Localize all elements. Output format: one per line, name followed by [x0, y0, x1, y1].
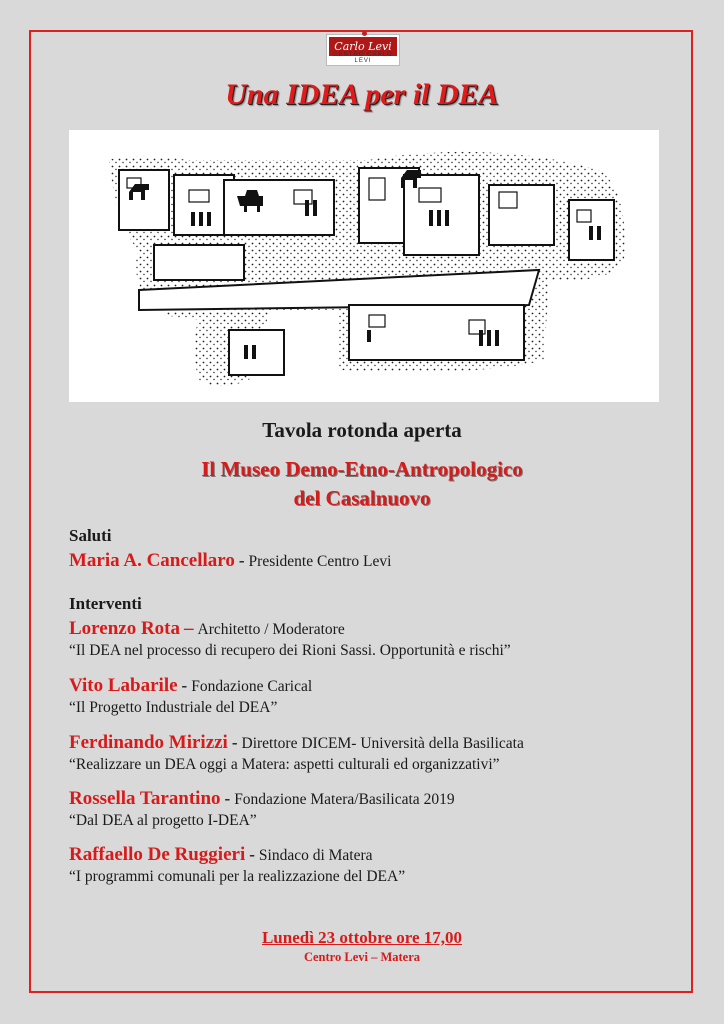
separator: -	[181, 676, 188, 695]
speaker-entry	[69, 618, 689, 660]
speaker-name: Vito Labarile	[69, 675, 178, 696]
event-venue: Centro Levi – Matera	[303, 950, 421, 964]
event-title-line-2: del Casalnuovo	[293, 486, 431, 510]
speaker-name: Raffaello De Ruggieri	[69, 844, 246, 865]
speaker-name: Maria A. Cancellaro	[69, 550, 235, 571]
separator: -	[224, 789, 231, 808]
talk-title: “I programmi comunali per la realizzazione del DEA”	[69, 868, 406, 885]
speaker-role: Architetto / Moderatore	[197, 621, 345, 638]
speaker-entry	[69, 788, 689, 830]
floor-plan-illustration	[69, 130, 659, 402]
speaker-entry	[69, 844, 689, 886]
separator: -	[231, 733, 238, 752]
talk-title: “Il DEA nel processo di recupero dei Rioni Sassi. Opportunità e rischi”	[69, 642, 511, 659]
talk-title: “Dal DEA al progetto I-DEA”	[69, 812, 257, 829]
talk-title: “Il Progetto Industriale del DEA”	[69, 699, 278, 716]
centro-carlo-levi-logo	[326, 34, 400, 66]
saluti-entry	[69, 550, 689, 572]
speaker-role: Direttore DICEM- Università della Basilicata	[241, 735, 524, 752]
separator: -	[249, 845, 255, 864]
logo-dot	[362, 31, 367, 36]
event-title	[0, 455, 724, 513]
speaker-name: Ferdinando Mirizzi	[69, 732, 228, 753]
speaker-entry	[69, 675, 689, 717]
event-date: Lunedì 23 ottobre ore 17,00	[261, 928, 463, 947]
interventi-label: Interventi	[69, 594, 142, 613]
speaker-role: Fondazione Matera/Basilicata 2019	[234, 791, 455, 808]
logo-script: Carlo Levi	[329, 37, 397, 56]
logo-subtitle: CENTRO CARLO LEVI	[333, 52, 393, 64]
speaker-entry	[69, 732, 689, 774]
speaker-role: Sindaco di Matera	[258, 847, 373, 864]
talk-title: “Realizzare un DEA oggi a Matera: aspetti culturali ed organizzativi”	[69, 756, 500, 773]
main-title: Una IDEA per il DEA	[225, 78, 499, 111]
speaker-role: Fondazione Carical	[191, 678, 313, 695]
saluti-label: Saluti	[69, 526, 112, 545]
separator: –	[184, 618, 194, 639]
separator: -	[238, 551, 245, 570]
speaker-name: Lorenzo Rota	[69, 618, 180, 639]
speaker-role: Presidente Centro Levi	[248, 553, 392, 570]
speaker-name: Rossella Tarantino	[69, 788, 221, 809]
event-title-line-1: Il Museo Demo-Etno-Antropologico	[201, 457, 523, 481]
subtitle: Tavola rotonda aperta	[262, 418, 462, 442]
